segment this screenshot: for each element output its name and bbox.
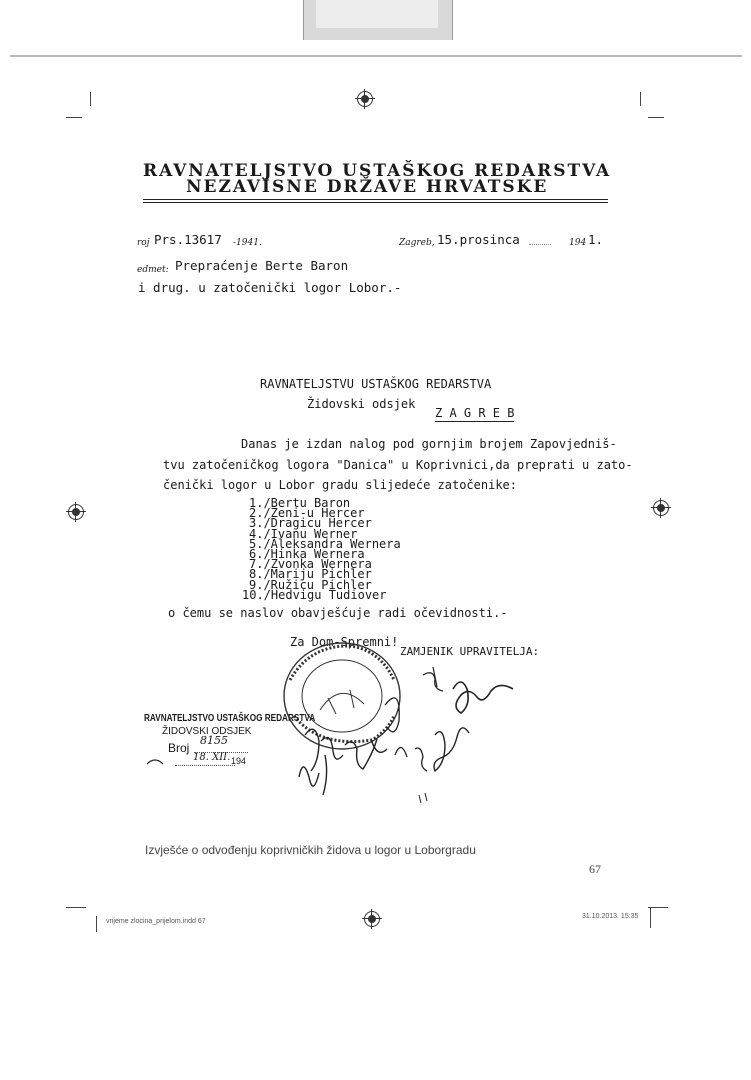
crop-mark (96, 916, 97, 932)
broj-value: Prs.13617 (154, 232, 222, 247)
body-line-1: Danas je izdan nalog pod gornjim brojem Zapovjedniš- (241, 437, 617, 451)
list-item: 6./Hinka Wernera (249, 547, 365, 562)
subject-line-2: i drug. u zatočenički logor Lobor.- (138, 280, 402, 295)
slug-file: vrijeme zlocina_prijelom.indd 67 (106, 918, 206, 925)
crop-mark (66, 907, 86, 908)
broj-year: -1941. (233, 238, 262, 248)
page-number: 67 (589, 862, 601, 876)
top-tab-inner (316, 0, 438, 28)
year-value: 1. (588, 232, 604, 247)
place-label: Zagreb, (399, 238, 435, 248)
receipt-stamp-line-1: RAVNATELJSTVO USTAŠKOG REDARSTVA (144, 713, 316, 724)
broj-handwritten: 8155 (200, 734, 228, 747)
date-handwritten: 18. XII. (193, 752, 231, 763)
list-item: 5./Aleksandra Wernera (249, 536, 401, 551)
handwritten-signature (285, 665, 555, 815)
registration-mark-icon (653, 500, 669, 516)
sheet-edge-line (10, 55, 742, 57)
date-dots (175, 765, 235, 766)
year-label: 194 (569, 238, 587, 248)
registration-mark-icon (68, 504, 84, 520)
crop-mark (90, 92, 91, 106)
list-item: 8./Mariju Pichler (249, 567, 372, 582)
crop-mark (640, 92, 641, 106)
recipient-line-3: Z A G R E B (435, 406, 515, 420)
crop-mark (648, 907, 668, 908)
list-item: 7./Zvonka Wernera (249, 557, 372, 572)
date-value: 15.prosinca (437, 232, 520, 247)
list-item: 1./Bertu Baron (249, 496, 351, 510)
recipient-line-1: RAVNATELJSTVU USTAŠKOG REDARSTVA (260, 377, 492, 391)
letterhead-line-1: RAVNATELJSTVO USTAŠKOG REDARSTVA (143, 161, 612, 181)
registration-mark-icon (357, 91, 373, 107)
body-line-3: čenički logor u Lobor gradu slijedeće zatočenike: (163, 478, 518, 492)
letterhead-rule (143, 199, 608, 200)
receipt-stamp-line-2: ŽIDOVSKI ODSJEK (162, 726, 252, 737)
crop-mark (648, 117, 664, 118)
detainee-list (242, 498, 401, 600)
closing-line: o čemu se naslov obavješćuje radi očevidnosti.- (168, 606, 508, 620)
recipient-line-2: Židovski odsjek (307, 397, 416, 411)
list-item: 9./Ružicu Pichler (249, 577, 372, 592)
broj-label: Broj (168, 741, 190, 755)
registration-mark-icon (364, 911, 380, 927)
date-scribble (145, 754, 169, 768)
signature-title: ZAMJENIK UPRAVITELJA: (400, 645, 540, 658)
list-item: 10./Hedvigu Tudiover (242, 587, 387, 602)
letterhead-rule (143, 202, 608, 203)
date-dots (529, 244, 551, 245)
receipt-stamp-date (145, 752, 275, 770)
list-item: 3./Dragicu Hercer (249, 516, 372, 531)
broj-label: roj (137, 238, 150, 248)
salute: Za Dom-Spremni! (290, 635, 399, 649)
list-item: 4./Ivanu Werner (249, 526, 358, 541)
subject-line-1: Prepraćenje Berte Baron (175, 258, 349, 273)
receipt-year: 194 (231, 756, 247, 766)
body-line-2: tvu zatočeničkog logora "Danica" u Koprivnici,da preprati u zato- (163, 458, 633, 472)
crop-mark (650, 908, 651, 928)
list-item: 2./Ženi-u Hercer (249, 506, 365, 521)
subject-label: edmet: (137, 265, 169, 275)
slug-timestamp: 31.10.2013. 15:35 (582, 913, 639, 920)
page-caption: Izvješće o odvođenju koprivničkih židova u logor u Loborgradu (145, 843, 476, 857)
crop-mark (66, 117, 82, 118)
reference-line (137, 232, 617, 250)
letterhead-line-2: NEZAVISNE DRŽAVE HRVATSKE (186, 177, 549, 197)
